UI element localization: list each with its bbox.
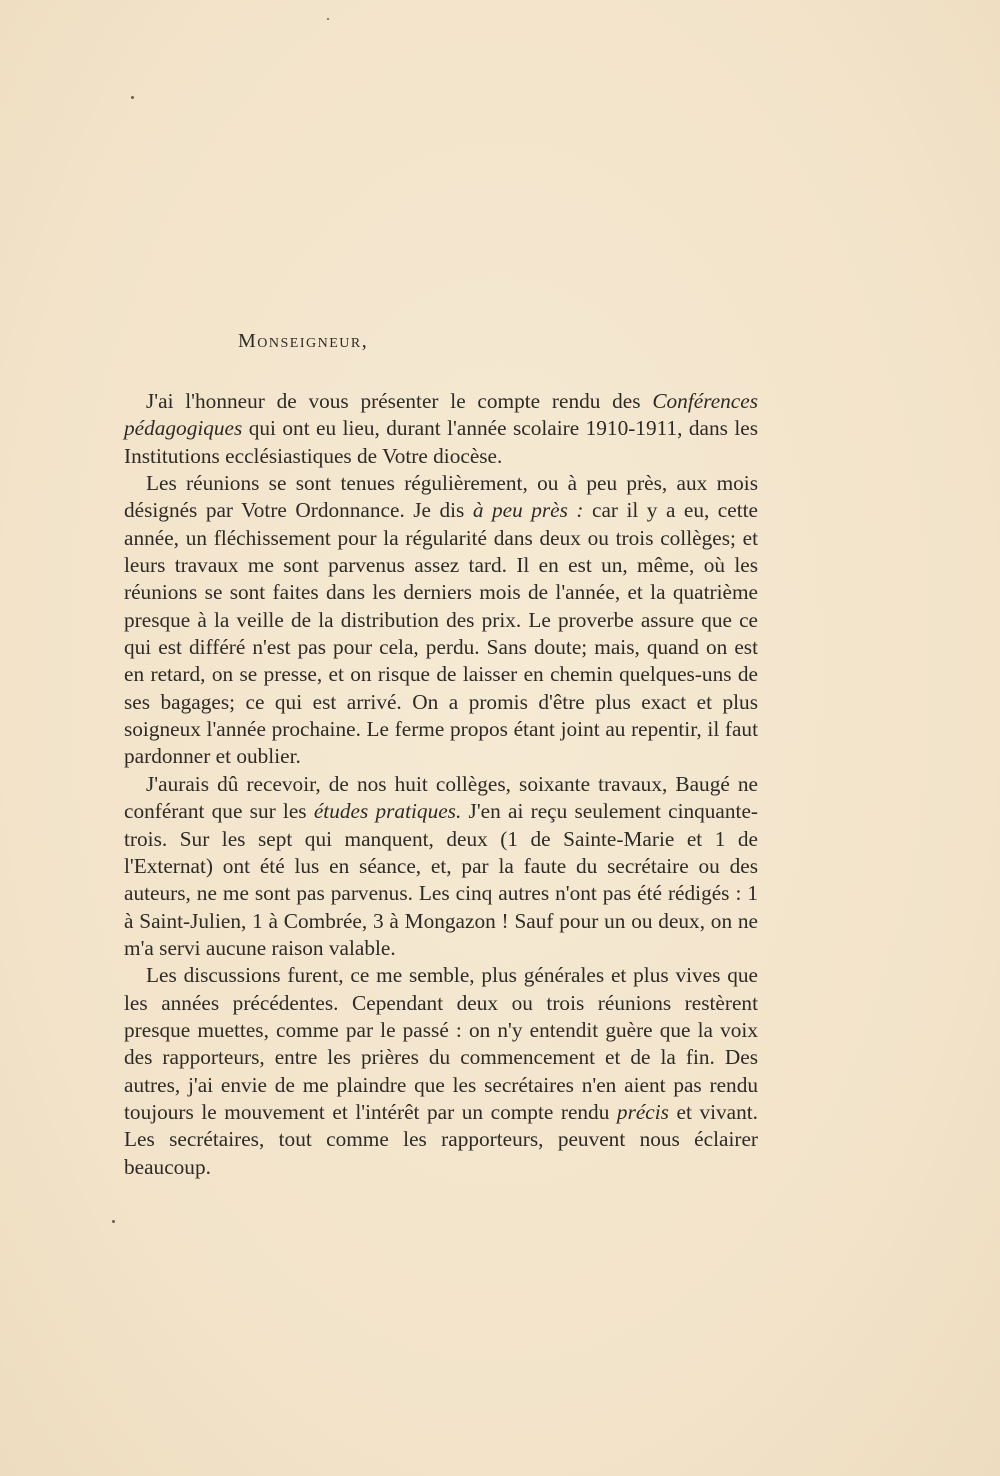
paragraph	[124, 388, 758, 470]
italic-run: précis	[616, 1099, 669, 1124]
salutation: Monseigneur,	[238, 330, 369, 352]
ink-speck	[327, 18, 329, 20]
ink-speck	[131, 96, 134, 99]
paragraph	[124, 962, 758, 1181]
text-run: Les discussions furent, ce me semble, plus générales et plus vives que les années précédentes. Cependant deux ou trois réunions restèrent presque muettes, comme par le passé : on n'y entendit guère que la voix des rapporteurs, entre les prières du commencement et de la fin. Des autres, j'ai envie de me plaindre que les secrétaires n'en aient pas rendu toujours le mouvement et l'intérêt par un compte rendu	[124, 963, 758, 1124]
ink-speck	[112, 1220, 115, 1223]
italic-run: Conférences pédagogiques	[124, 389, 758, 441]
text-run: J'aurais dû recevoir, de nos huit collèges, soixante travaux, Baugé ne conférant que sur les	[124, 771, 758, 824]
text-run: J'en ai reçu seulement cinquante-trois. Sur les sept qui manquent, deux (1 de Sainte-Marie et 1 de l'Externat) ont été lus en séance, et, par la faute du secrétaire ou des auteurs, ne me sont pas parvenus. Les cinq autres n'ont pas été rédigés : 1 à Saint-Julien, 1 à Combrée, 3 à Mongazon ! Sauf pour un ou deux, on ne m'a servi aucune raison valable.	[124, 799, 758, 960]
paragraph	[124, 771, 758, 962]
body-text	[124, 388, 758, 1181]
text-run: J'ai l'honneur de vous présenter le compte rendu des	[146, 389, 653, 413]
italic-run: études pratiques.	[313, 799, 462, 824]
paragraph	[124, 470, 758, 771]
text-run: qui ont eu lieu, durant l'année scolaire 1910-1911, dans les Institutions ecclésiastiques de Votre diocèse.	[124, 416, 758, 468]
italic-run: à peu près :	[472, 498, 584, 523]
text-run: car il y a eu, cette année, un fléchissement pour la régularité dans deux ou trois collèges; et leurs travaux me sont parvenus assez tard. Il en est un, même, où les réunions se sont faites dans les derniers mois de l'année, et la quatrième presque à la veille de la distribution des prix. Le proverbe assure que ce qui est différé n'est pas pour cela, perdu. Sans doute; mais, quand on est en retard, on se presse, et on risque de laisser en chemin quelques-uns de ses bagages; ce qui est arrivé. On a promis d'être plus exact et plus soigneux l'année prochaine. Le ferme propos étant joint au repentir, il faut pardonner et oublier.	[124, 498, 759, 769]
text-run: et vivant. Les secrétaires, tout comme les rapporteurs, peuvent nous éclairer beaucoup.	[124, 1099, 759, 1179]
text-run: Les réunions se sont tenues régulièrement, ou à peu près, aux mois désignés par Votre Ordonnance. Je dis	[124, 471, 758, 523]
